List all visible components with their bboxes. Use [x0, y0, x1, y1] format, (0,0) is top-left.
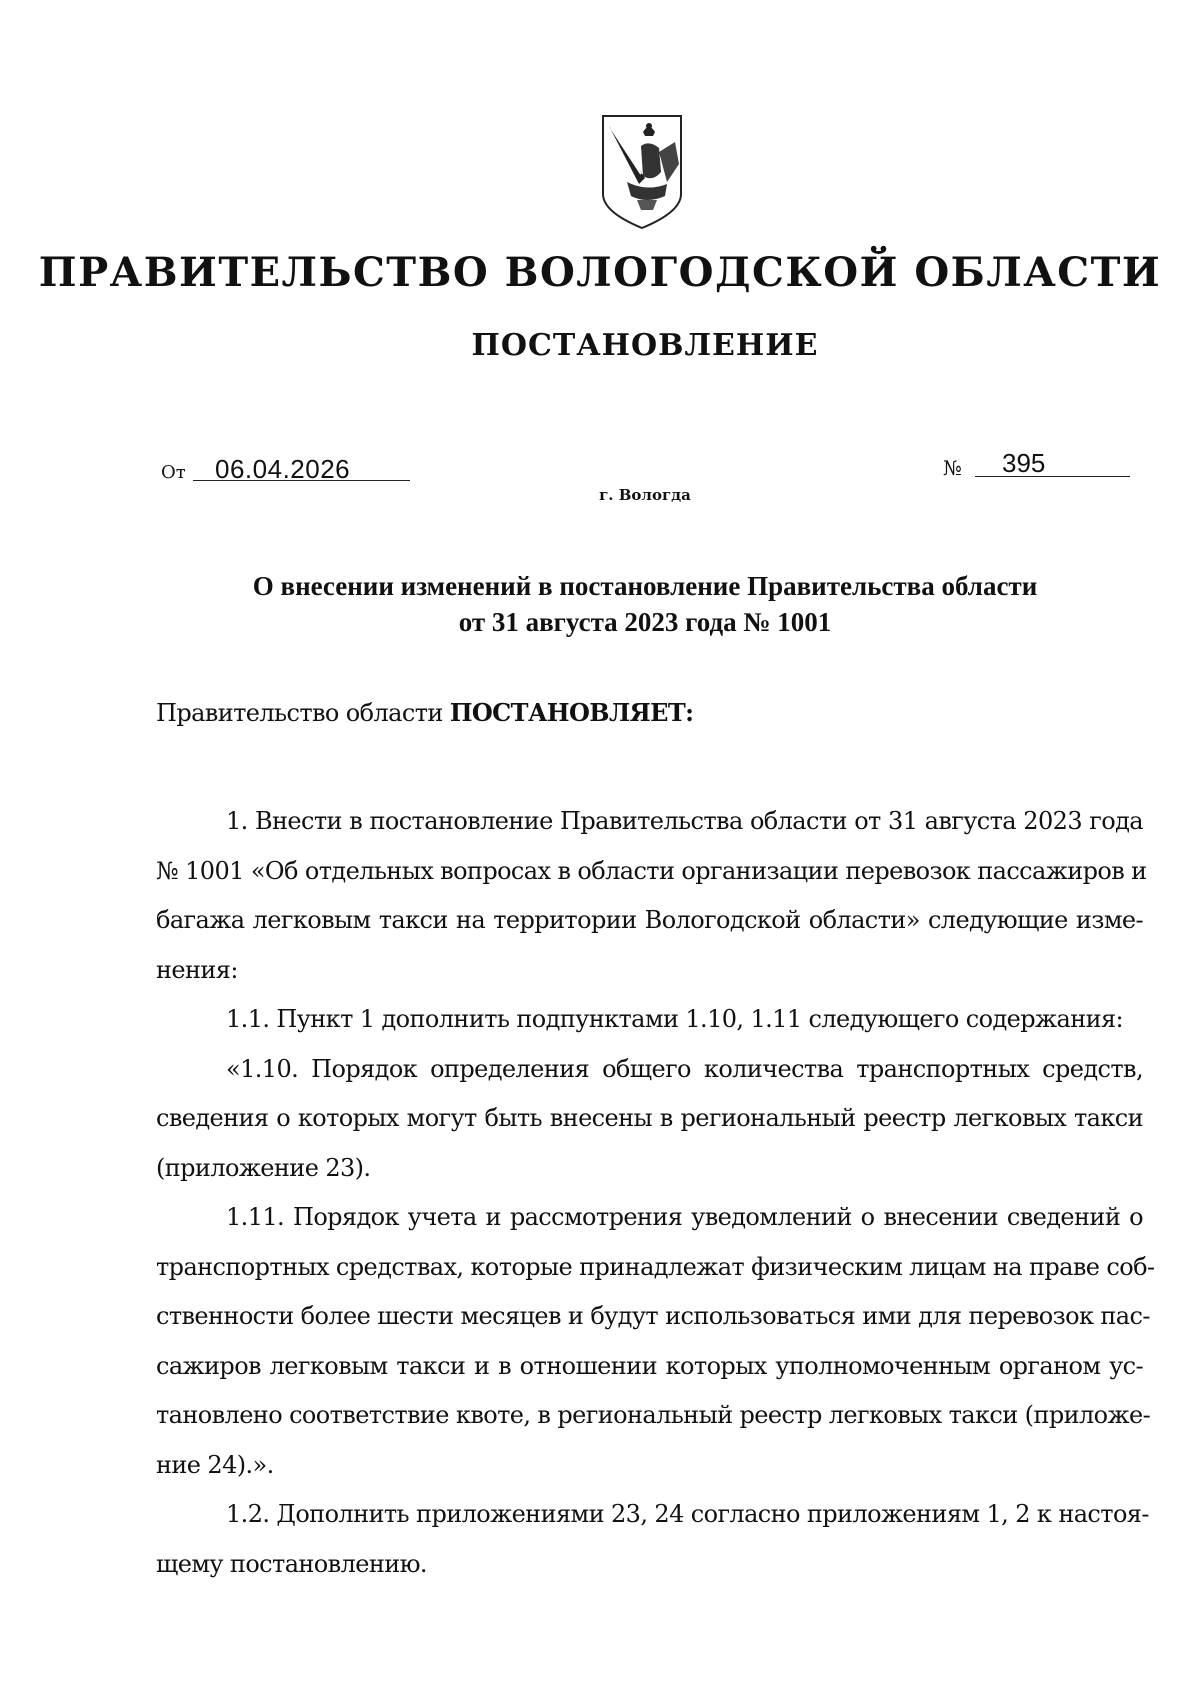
date-label: От — [161, 462, 186, 483]
government-title: ПРАВИТЕЛЬСТВО ВОЛОГОДСКОЙ ОБЛАСТИ — [38, 249, 1162, 296]
body-line: багажа легковым такси на территории Вологодской области» следующие изме- — [156, 906, 1143, 934]
subject-line-1: О внесении изменений в постановление Правительства области — [252, 571, 1038, 601]
body-line: ние 24).». — [156, 1451, 274, 1479]
body-line: 1. Внести в постановление Правительства области от 31 августа 2023 года — [226, 807, 1143, 835]
body-line: щему постановлению. — [156, 1550, 427, 1578]
document-type-title: ПОСТАНОВЛЕНИЕ — [471, 328, 819, 363]
document-subject — [0, 568, 1200, 640]
body-line: (приложение 23). — [156, 1154, 371, 1182]
date-value: 06.04.2026 — [215, 454, 351, 484]
body-line: сажиров легковым такси и в отношении которых уполномоченным органом ус- — [156, 1352, 1143, 1380]
subject-line-2: от 31 августа 2023 года № 1001 — [458, 607, 832, 637]
body-line: тановлено соответствие квоте, в региональный реестр легковых такси (приложе- — [156, 1401, 1151, 1429]
preamble-text: Правительство области — [156, 699, 450, 727]
body-line: 1.11. Порядок учета и рассмотрения уведомлений о внесении сведений о — [226, 1203, 1143, 1231]
body-line: сведения о которых могут быть внесены в региональный реестр легковых такси — [156, 1104, 1143, 1132]
coat-of-arms-emblem — [597, 112, 687, 232]
number-value: 395 — [1002, 448, 1046, 478]
body-line: ственности более шести месяцев и будут использоваться ими для перевозок пас- — [156, 1302, 1150, 1330]
number-underline — [975, 476, 1130, 477]
city-label: г. Вологда — [599, 486, 691, 504]
number-label: № — [943, 456, 962, 480]
body-line: 1.2. Дополнить приложениями 23, 24 согласно приложениям 1, 2 к настоя- — [226, 1500, 1149, 1528]
body-line: транспортных средствах, которые принадлежат физическим лицам на праве соб- — [156, 1253, 1155, 1281]
body-line: «1.10. Порядок определения общего количества транспортных средств, — [226, 1055, 1143, 1083]
body-line: нения: — [156, 956, 238, 984]
preamble-resolution: ПОСТАНОВЛЯЕТ: — [449, 698, 694, 727]
body-line: № 1001 «Об отдельных вопросах в области организации перевозок пассажиров и — [156, 857, 1147, 885]
preamble — [156, 698, 693, 727]
body-line: 1.1. Пункт 1 дополнить подпунктами 1.10, 1.11 следующего содержания: — [226, 1005, 1124, 1033]
